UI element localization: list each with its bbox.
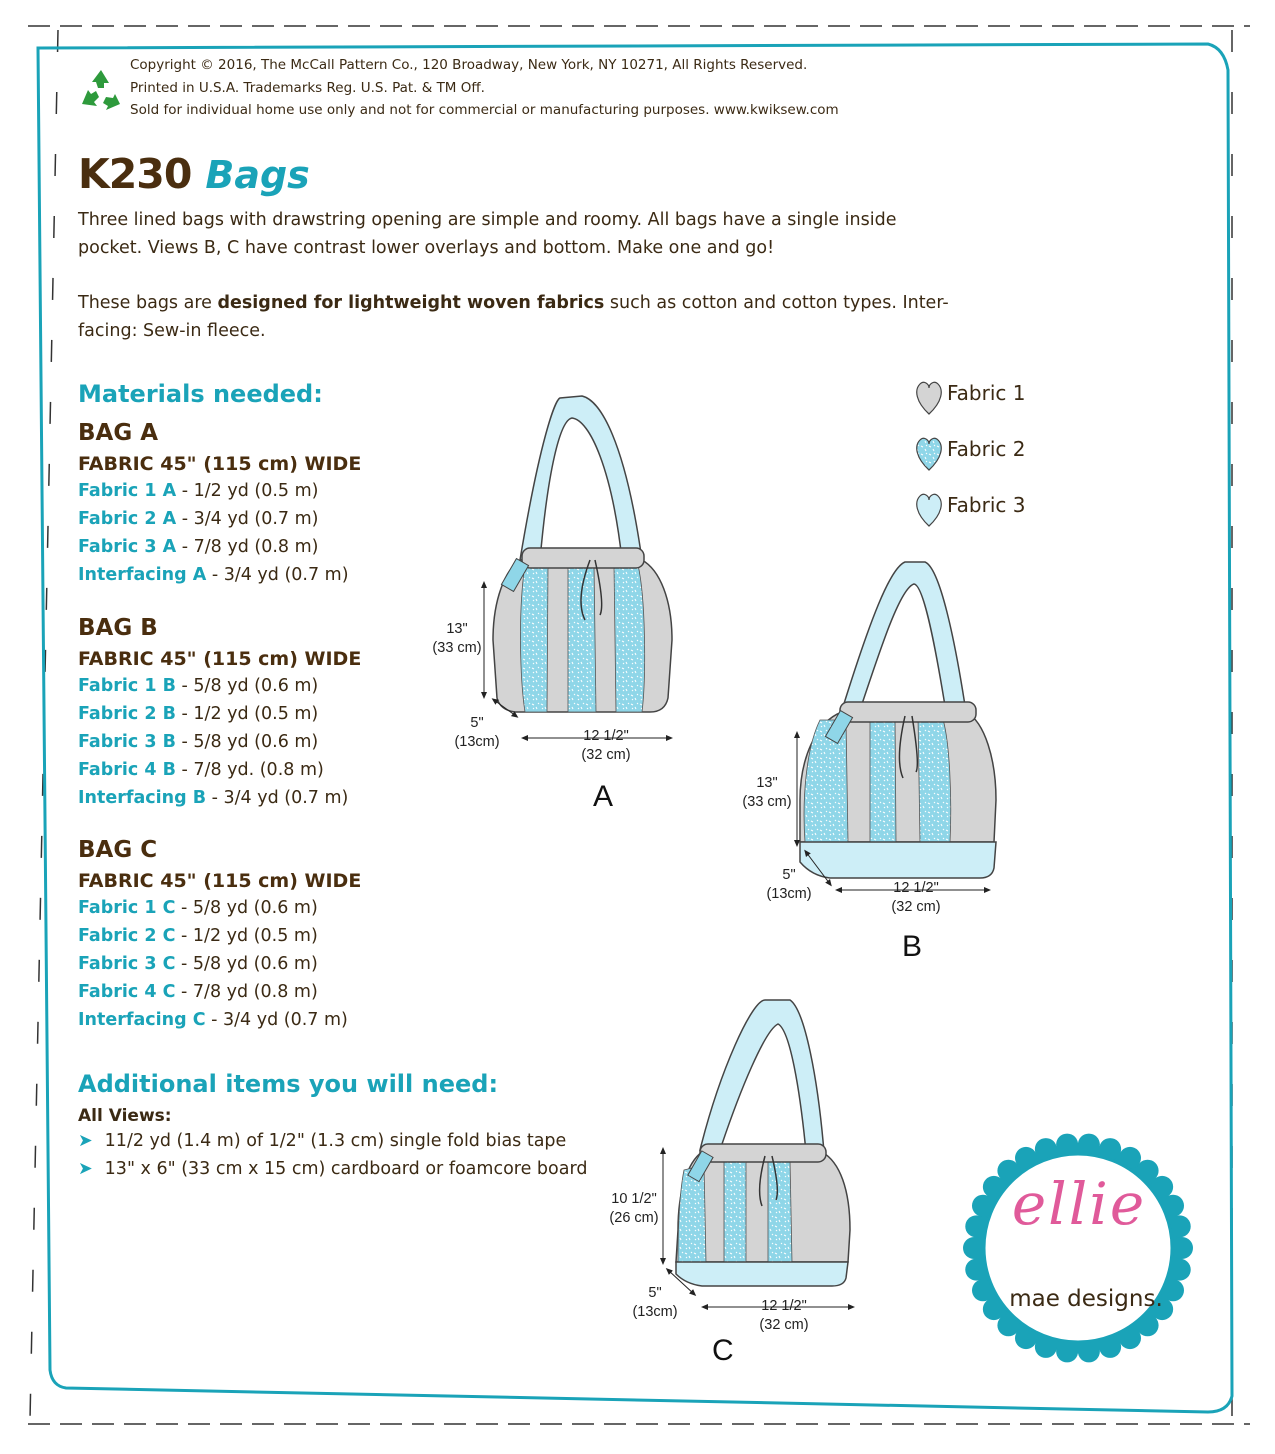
bag-b-illustration: [797, 562, 996, 890]
mat-label: Fabric 2 C: [78, 926, 176, 946]
mat-value: - 5/8 yd (0.6 m): [175, 954, 318, 974]
dim-in: 13": [756, 775, 778, 791]
legend-fabric-2: Fabric 2: [947, 437, 1026, 461]
bag-a-illustration: [484, 396, 672, 738]
pattern-name: Bags: [205, 153, 310, 197]
description-paragraph-1: Three lined bags with drawstring opening are simple and roomy. All bags have a single inside pocket. Views B, C have contrast lower overlays and bottom. Make one and go!: [78, 210, 897, 258]
mat-value: - 3/4 yd (0.7 m): [206, 788, 349, 808]
mat-label: Fabric 2 A: [78, 509, 177, 529]
mat-value: - 3/4 yd (0.7 m): [205, 1010, 348, 1030]
mat-value: - 5/8 yd (0.6 m): [175, 898, 318, 918]
dim-in: 5": [470, 715, 484, 731]
legend-fabric-3: Fabric 3: [947, 493, 1026, 517]
mat-label: Fabric 1 C: [78, 898, 176, 918]
mat-label: Interfacing C: [78, 1010, 206, 1030]
view-a-depth: [444, 714, 510, 752]
dim-cm: (13cm): [454, 734, 500, 750]
desc-text: such as cotton and cotton types. Inter-facing: Sew-in fleece.: [78, 293, 949, 341]
dim-in: 5": [782, 867, 796, 883]
item-text: 13" x 6" (33 cm x 15 cm) cardboard or foamcore board: [104, 1159, 588, 1179]
logo-scallop: [1056, 1134, 1078, 1156]
mat-value: - 7/8 yd (0.8 m): [176, 537, 319, 557]
bag-a-heading: BAG A: [78, 420, 159, 446]
dim-cm: (33 cm): [742, 794, 792, 810]
desc-text: These bags are: [78, 293, 218, 313]
arrow-bullet-icon: ➤: [78, 1131, 93, 1151]
materials-heading: Materials needed:: [78, 380, 323, 408]
logo-script: ellie: [1011, 1170, 1147, 1238]
logo-scallop: [963, 1237, 985, 1259]
printed-line: Printed in U.S.A. Trademarks Reg. U.S. Pat. & TM Off.: [130, 79, 485, 96]
logo-scallop: [1171, 1237, 1193, 1259]
bag-c-illustration: [663, 1000, 852, 1307]
mat-value: - 7/8 yd. (0.8 m): [175, 760, 324, 780]
dim-cm: (32 cm): [759, 1317, 809, 1333]
ellie-mae-logo: [960, 1130, 1196, 1366]
mat-value: - 7/8 yd (0.8 m): [175, 982, 318, 1002]
mat-label: Fabric 3 B: [78, 732, 176, 752]
mat-label: Fabric 4 B: [78, 760, 176, 780]
logo-scallop: [1078, 1134, 1100, 1156]
dim-cm: (26 cm): [609, 1210, 659, 1226]
logo-subtitle: mae designs.: [1009, 1286, 1163, 1312]
pattern-code: K230: [78, 150, 192, 198]
view-b-height: [734, 774, 800, 812]
bag-c-fabric-width: FABRIC 45" (115 cm) WIDE: [78, 870, 362, 892]
logo-scallop: [1078, 1340, 1100, 1362]
dim-in: 12 1/2": [893, 880, 939, 896]
view-a-height: [424, 620, 490, 658]
item-text: 11/2 yd (1.4 m) of 1/2" (1.3 cm) single fold bias tape: [104, 1131, 567, 1151]
bag-b-heading: BAG B: [78, 615, 158, 641]
mat-label: Fabric 2 B: [78, 704, 176, 724]
dim-cm: (13cm): [766, 886, 812, 902]
legend-fabric-1: Fabric 1: [947, 381, 1026, 405]
mat-label: Fabric 4 C: [78, 982, 176, 1002]
bag-a-fabric-width: FABRIC 45" (115 cm) WIDE: [78, 453, 362, 475]
mat-value: - 1/2 yd (0.5 m): [175, 926, 318, 946]
additional-heading: Additional items you will need:: [78, 1070, 499, 1098]
logo-scallop: [1056, 1340, 1078, 1362]
view-c-label: C: [712, 1334, 734, 1367]
view-b-label: B: [902, 930, 923, 963]
mat-value: - 1/2 yd (0.5 m): [176, 481, 319, 501]
all-views-label: All Views:: [78, 1106, 172, 1126]
dim-cm: (32 cm): [891, 899, 941, 915]
mat-value: - 3/4 yd (0.7 m): [176, 509, 319, 529]
dim-cm: (13cm): [632, 1304, 678, 1320]
view-a-label: A: [593, 780, 614, 813]
mat-value: - 5/8 yd (0.6 m): [175, 676, 319, 696]
usage-line: Sold for individual home use only and not for commercial or manufacturing purposes. www.kwiksew.com: [130, 102, 839, 118]
desc-bold: designed for lightweight woven fabrics: [217, 293, 605, 313]
bag-b-fabric-width: FABRIC 45" (115 cm) WIDE: [78, 648, 362, 670]
bag-c-heading: BAG C: [78, 837, 158, 863]
dim-cm: (33 cm): [432, 640, 482, 656]
mat-label: Fabric 1 B: [78, 676, 176, 696]
mat-label: Fabric 3 A: [78, 537, 177, 557]
dim-in: 10 1/2": [611, 1191, 657, 1207]
mat-value: - 5/8 yd (0.6 m): [175, 732, 319, 752]
mat-value: - 1/2 yd (0.5 m): [175, 704, 319, 724]
mat-value: - 3/4 yd (0.7 m): [206, 565, 349, 585]
copyright-line: Copyright © 2016, The McCall Pattern Co., 120 Broadway, New York, NY 10271, All Rights Reserved.: [130, 57, 808, 73]
dim-in: 12 1/2": [761, 1298, 807, 1314]
mat-label: Fabric 1 A: [78, 481, 177, 501]
mat-label: Interfacing B: [78, 788, 207, 808]
mat-label: Fabric 3 C: [78, 954, 176, 974]
arrow-bullet-icon: ➤: [78, 1159, 93, 1179]
view-c-depth: [622, 1284, 688, 1322]
view-c-height: [598, 1190, 670, 1228]
view-b-width: [876, 879, 956, 917]
dim-in: 13": [446, 621, 468, 637]
dim-in: 12 1/2": [583, 728, 629, 744]
view-b-depth: [756, 866, 822, 904]
mat-label: Interfacing A: [78, 565, 207, 585]
view-a-width: [566, 727, 646, 765]
dim-in: 5": [648, 1285, 662, 1301]
view-c-width: [744, 1297, 824, 1335]
dim-cm: (32 cm): [581, 747, 631, 763]
